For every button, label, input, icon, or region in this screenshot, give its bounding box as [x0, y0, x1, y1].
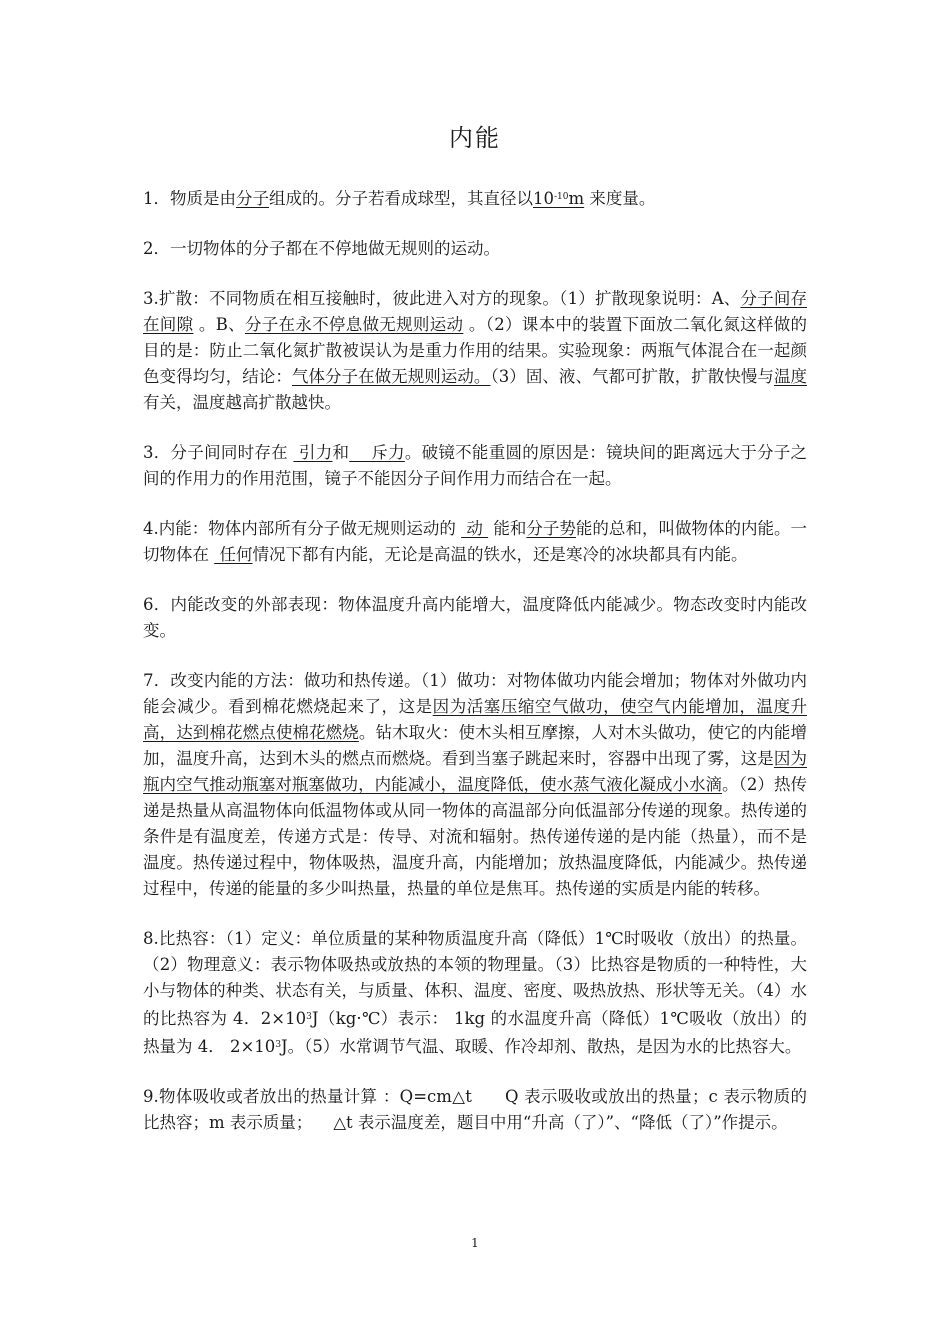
text: 。（2）课本中的装置下面放二氧化氮这样做的目的是：防止二氧化氮扩散被误认为是重力作用的结果。实验现象：两瓶气体混合在一起颜色变得均匀，结论：	[143, 315, 808, 386]
text: 7．改变内能的方法：做功和热传递。（1）做功：对物体做功内能会增加；物体对外做功内能会减少。看到棉花燃烧起来了，这是	[143, 671, 807, 716]
superscript: 3	[275, 1040, 282, 1050]
underlined-answer: 气体分子在做无规则运动。	[291, 367, 491, 386]
superscript: -10	[554, 192, 569, 202]
text: 能的总和，叫做物体的内能。一切物体在	[143, 519, 807, 564]
text: 3．分子间同时存在	[143, 443, 294, 462]
text: （3）固、液、气都可扩散，扩散快慢与	[490, 367, 774, 386]
underlined-answer: 分子势	[526, 519, 576, 538]
paragraph-1	[143, 184, 807, 212]
text: 10	[533, 189, 554, 208]
underlined-answer: 分子间存在间隙	[143, 289, 808, 334]
underlined-answer: 分子	[236, 189, 269, 208]
text: m	[568, 189, 585, 208]
superscript: 3	[306, 1012, 312, 1022]
underlined-answer: 因为活塞压缩空气做功，使空气内能增加，温度升高，达到棉花燃点使棉花燃烧	[143, 697, 808, 742]
page-title: 内能	[449, 124, 501, 152]
text: 能和	[488, 519, 527, 538]
paragraph-6	[143, 592, 807, 644]
paragraph-9	[143, 1084, 807, 1136]
underlined-answer: 动	[461, 519, 489, 538]
text: 2．一切物体的分子都在不停地做无规则的运动。	[143, 239, 500, 258]
text: 和	[332, 443, 350, 462]
document-body	[143, 184, 807, 1160]
paragraph-7	[143, 668, 807, 902]
text: 情况下都有内能，无论是高温的铁水，还是寒冷的冰块都具有内能。	[252, 545, 748, 564]
text: 。钻木取火：使木头相互摩擦，人对木头做功，使它的内能增加，温度升高，达到木头的燃点而燃烧。看到当塞子跳起来时，容器中出现了雾，这是	[143, 723, 808, 768]
text: 组成的。分子若看成球型，其直径以	[269, 189, 533, 208]
text: J。（5）水常调节气温、取暖、作冷却剂、散热，是因为水的比热容大。	[281, 1037, 802, 1056]
paragraph-3	[143, 286, 807, 416]
underlined-answer: 温度	[773, 367, 808, 386]
paragraph-2	[143, 236, 807, 262]
text: 3.扩散：不同物质在相互接触时，彼此进入对方的现象。（1）扩散现象说明：A、	[143, 289, 741, 308]
underlined-answer: 斥力	[349, 443, 405, 462]
text: 。（2）热传递是热量从高温物体向低温物体或从同一物体的高温部分向低温部分传递的现象。热传递的条件是有温度差，传递方式是：传导、对流和辐射。热传递传递的是内能（热量），而不是温度。热传递过程中，物体吸热，温度升高，内能增加；放热温度降低，内能减少。热传递过程中，传递的能量的多少叫热量，热量的单位是焦耳。热传递的实质是内能的转移。	[143, 775, 807, 898]
text: 8.比热容：（1）定义：单位质量的某种物质温度升高（降低）1℃时吸收（放出）的热量。（2）物理意义：表示物体吸热或放热的本领的物理量。（3）比热容是物质的一种特性，大小与物体的种类、状态有关，与质量、体积、温度、密度、吸热放热、形状等无关。（4）水的比热容为 4．2×10	[143, 929, 807, 1028]
paragraph-4	[143, 440, 807, 492]
underlined-answer: 因为瓶内空气推动瓶塞对瓶塞做功，内能减小，温度降低，使水蒸气液化凝成小水滴	[143, 749, 808, 794]
text: J（kg·℃）表示： 1kg 的水温度升高（降低）1℃吸收（放出）的热量为 4． 2×10	[143, 1009, 807, 1056]
text: 4.内能：物体内部所有分子做无规则运动的	[143, 519, 462, 538]
text: 9.物体吸收或者放出的热量计算 ：Q=cm△t Q 表示吸收或放出的热量；c 表示物质的比热容；m 表示质量； △t 表示温度差，题目中用“升高（了）”、“降低（了）”作提示。	[143, 1087, 807, 1132]
underlined-answer: 分子在永不停息做无规则运动	[244, 315, 464, 334]
text: 。破镜不能重圆的原因是：镜块间的距离远大于分子之间的作用力的作用范围，镜子不能因分子间作用力而结合在一起。	[143, 443, 808, 488]
underlined-answer: 任何	[214, 545, 253, 564]
text: 。B、	[193, 315, 245, 334]
underlined-answer: 引力	[293, 443, 333, 462]
text: 有关，温度越高扩散越快。	[143, 393, 341, 412]
text: 来度量。	[584, 189, 656, 208]
page-number: 1	[471, 1236, 479, 1250]
paragraph-8	[143, 926, 807, 1060]
text: 6．内能改变的外部表现：物体温度升高内能增大，温度降低内能减少。物态改变时内能改变。	[143, 595, 807, 640]
underlined-answer	[533, 189, 584, 208]
paragraph-5	[143, 516, 807, 568]
text: 1．物质是由	[143, 189, 236, 208]
